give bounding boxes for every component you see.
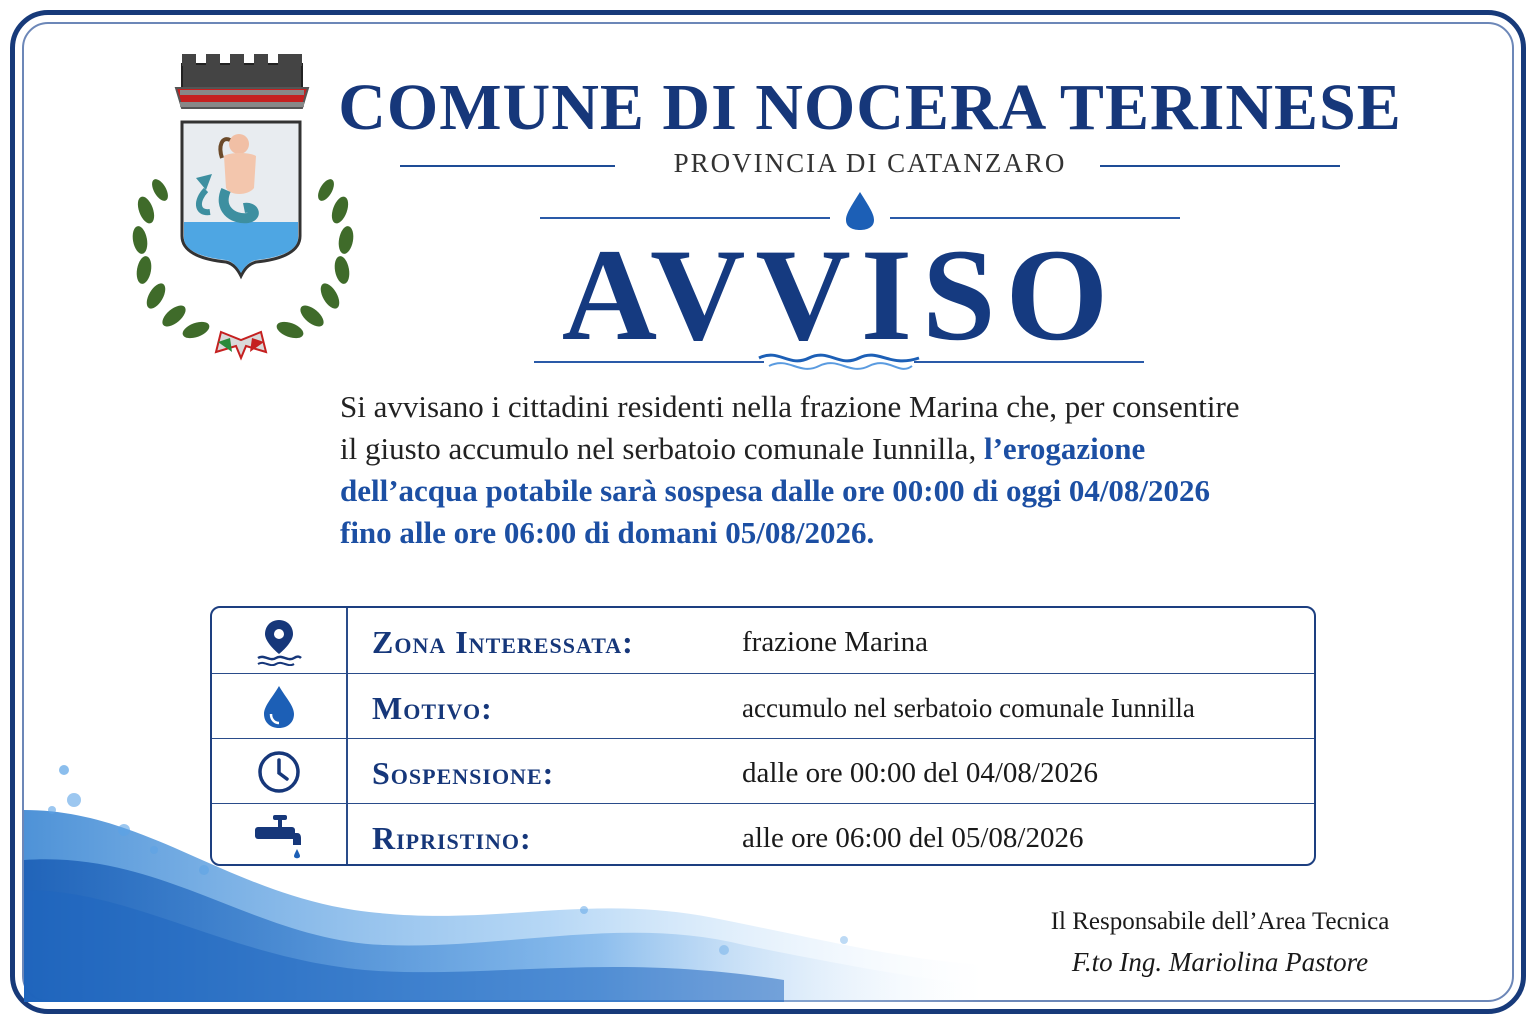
province-subtitle: PROVINCIA DI CATANZARO — [673, 148, 1067, 178]
motivo-label: Motivo: — [372, 690, 493, 726]
sospensione-label: Sospensione: — [372, 755, 555, 791]
table-row-sospensione — [212, 738, 1314, 804]
zona-value: frazione Marina — [742, 626, 928, 658]
table-row-ripristino — [212, 803, 1314, 869]
municipality-title: COMUNE DI NOCERA TERINESE — [338, 71, 1402, 144]
table-row-zona — [212, 608, 1314, 673]
location-water-icon — [254, 616, 304, 666]
avviso-bottom-divider — [534, 346, 1144, 376]
notice-body-intro: Si avvisano i cittadini residenti nella frazione Marina che, per consentire il giusto accumulo nel serbatoio comunale Iunnilla, — [340, 389, 1240, 466]
coat-of-arms-emblem — [126, 40, 360, 362]
details-table — [210, 606, 1316, 866]
sospensione-value: dalle ore 00:00 del 04/08/2026 — [742, 757, 1098, 789]
province-row — [400, 148, 1340, 182]
signature-block — [1000, 902, 1440, 982]
notice-body — [340, 386, 1240, 554]
notice-body-highlight: l’erogazione dell’acqua potabile sarà sospesa dalle ore 00:00 di oggi 04/08/2026 fino alle ore 06:00 di domani 05/08/2026. — [340, 431, 1211, 550]
signature-role: Il Responsabile dell’Area Tecnica — [1050, 908, 1390, 935]
ripristino-value: alle ore 06:00 del 05/08/2026 — [742, 822, 1084, 854]
motivo-value: accumulo nel serbatoio comunale Iunnilla — [742, 693, 1195, 723]
clock-icon — [256, 749, 302, 795]
crown-icon — [176, 54, 308, 108]
wave-ornament-icon — [759, 355, 919, 361]
notice-heading: AVVISO — [561, 221, 1119, 368]
water-drop-icon — [262, 684, 296, 730]
ripristino-label: Ripristino: — [372, 820, 532, 856]
signature-name: F.to Ing. Mariolina Pastore — [1071, 947, 1369, 977]
zona-label: Zona Interessata: — [372, 624, 634, 660]
faucet-icon — [253, 813, 305, 861]
table-row-motivo — [212, 673, 1314, 739]
